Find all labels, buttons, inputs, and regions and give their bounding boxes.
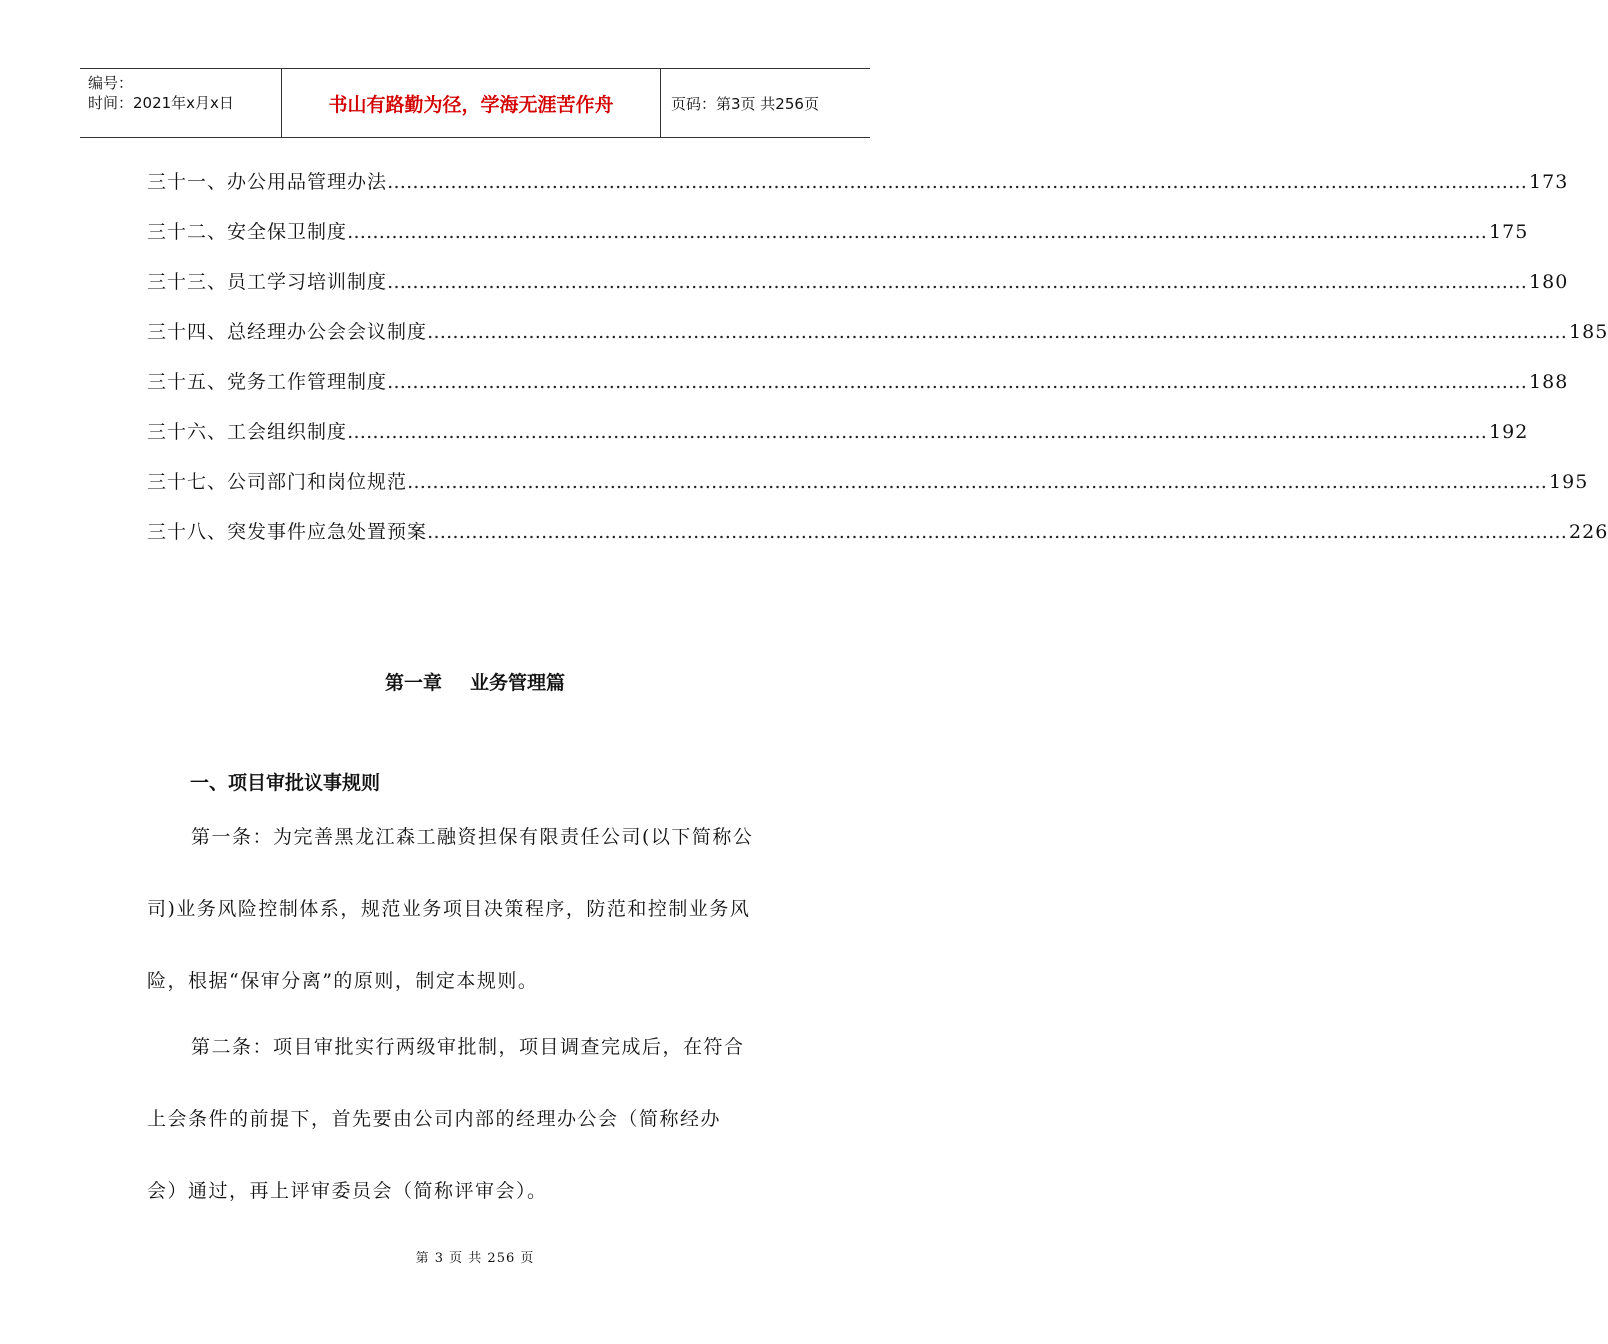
toc-entry [147,167,1569,217]
toc-entry-title: 三十八、突发事件应急处置预案 [147,521,428,543]
toc-leader-dots: ……………………………………………………………………………………………………………………………………………………………… [347,221,1488,243]
toc-leader-dots: ……………………………………………………………………………………………………………………………………………………………… [387,271,1528,293]
article-2-line: 第二条：项目审批实行两级审批制，项目调查完成后，在符合 [191,1036,745,1058]
article-2 [147,1032,812,1248]
toc-entry-page: 195 [1549,471,1589,493]
toc-entry-page: 180 [1529,271,1569,293]
toc-entry [147,317,1608,367]
toc-entry [147,417,1529,467]
toc-entry [147,367,1569,417]
table-of-contents [147,167,1608,567]
article-2-line: 上会条件的前提下，首先要由公司内部的经理办公会（简称经办 [147,1108,722,1130]
toc-entry-title: 三十七、公司部门和岗位规范 [147,471,408,493]
chapter-number: 第一章 [384,672,442,694]
toc-entry-page: 192 [1489,421,1529,443]
article-1 [147,822,812,1038]
chapter-name: 业务管理篇 [470,672,566,694]
toc-entry-page: 175 [1489,221,1529,243]
toc-leader-dots: ……………………………………………………………………………………………………………………………………………………………… [387,371,1528,393]
toc-entry [147,217,1529,267]
toc-leader-dots: ……………………………………………………………………………………………………………………………………………………………… [427,521,1568,543]
header-page-info: 页码：第3页 共256页 [671,94,819,113]
header-motto: 书山有路勤为径，学海无涯苦作舟 [282,69,661,137]
toc-entry-title: 三十一、办公用品管理办法 [147,171,388,193]
section-title: 一、项目审批议事规则 [190,772,381,794]
toc-entry-page: 188 [1529,371,1569,393]
article-1-line: 第一条：为完善黑龙江森工融资担保有限责任公司(以下简称公 [191,826,754,848]
toc-entry-title: 三十五、党务工作管理制度 [147,371,388,393]
toc-entry-page: 173 [1529,171,1569,193]
toc-entry-page: 226 [1569,521,1608,543]
toc-entry-title: 三十二、安全保卫制度 [147,221,348,243]
toc-leader-dots: ……………………………………………………………………………………………………………………………………………………………… [407,471,1548,493]
toc-entry [147,467,1589,517]
toc-entry-title: 三十六、工会组织制度 [147,421,348,443]
toc-entry-title: 三十四、总经理办公会会议制度 [147,321,428,343]
document-number-label: 编号： [88,74,134,92]
header-meta-cell [80,69,282,137]
page-header [80,68,870,138]
toc-entry [147,517,1608,567]
toc-leader-dots: ……………………………………………………………………………………………………………………………………………………………… [347,421,1488,443]
chapter-heading [0,668,950,695]
article-2-line: 会）通过，再上评审委员会（简称评审会）。 [147,1180,548,1202]
article-1-line: 险，根据“保审分离”的原则，制定本规则。 [147,970,539,992]
toc-entry-page: 185 [1569,321,1608,343]
toc-entry-title: 三十三、员工学习培训制度 [147,271,388,293]
toc-leader-dots: ……………………………………………………………………………………………………………………………………………………………… [427,321,1568,343]
article-1-line: 司)业务风险控制体系，规范业务项目决策程序，防范和控制业务风 [147,898,751,920]
page-footer: 第 3 页 共 256 页 [415,1251,535,1266]
toc-entry [147,267,1569,317]
document-time-label: 时间：2021年x月x日 [88,94,234,112]
toc-leader-dots: ……………………………………………………………………………………………………………………………………………………………… [387,171,1528,193]
